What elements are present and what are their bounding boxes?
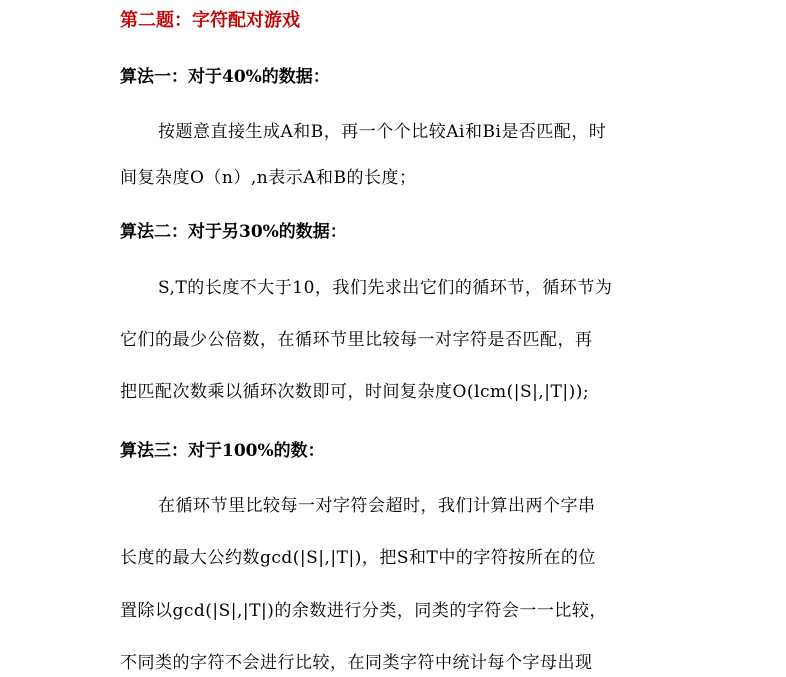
section-1-heading: 算法一：对于40%的数据： [120,67,330,87]
section-3-line-1: 在循环节里比较每一对字符会超时，我们计算出两个字串 [158,496,596,516]
section-2-line-1: S,T的长度不大于10，我们先求出它们的循环节，循环节为 [158,278,613,298]
section-3-heading: 算法三：对于100%的数： [120,441,325,461]
page-title: 第二题：字符配对游戏 [120,10,300,31]
section-2-line-2: 它们的最少公倍数，在循环节里比较每一对字符是否匹配，再 [120,330,593,350]
section-2-line-3: 把匹配次数乘以循环次数即可，时间复杂度O(lcm(|S|,|T|)); [120,382,590,402]
section-1-line-2: 间复杂度O（n）,n表示A和B的长度； [120,168,417,188]
section-1-line-1: 按题意直接生成A和B，再一个个比较Ai和Bi是否匹配，时 [158,122,607,142]
section-3-line-2: 长度的最大公约数gcd(|S|,|T|)，把S和T中的字符按所在的位 [120,548,596,568]
section-3-line-3: 置除以gcd(|S|,|T|)的余数进行分类，同类的字符会一一比较， [120,601,607,621]
section-2-heading: 算法二：对于另30%的数据： [120,222,347,242]
section-3-line-4: 不同类的字符不会进行比较，在同类字符中统计每个字母出现 [120,653,593,673]
